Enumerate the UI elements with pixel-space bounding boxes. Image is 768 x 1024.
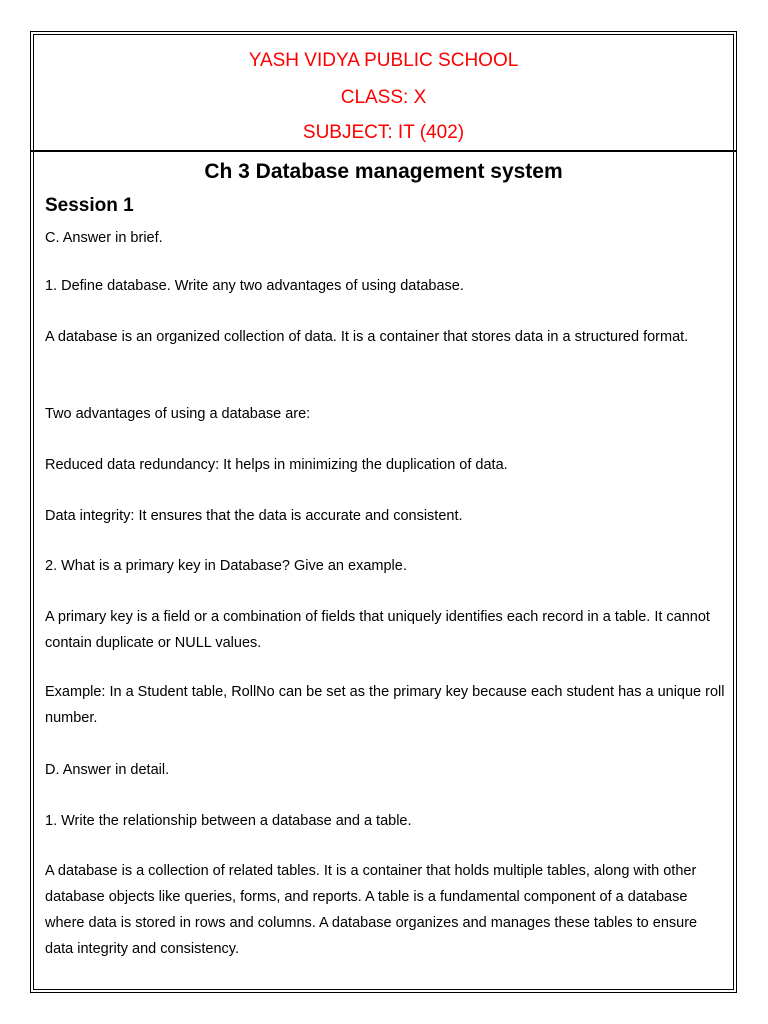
question-2: 2. What is a primary key in Database? Give an example.: [45, 558, 407, 574]
advantage-2: Data integrity: It ensures that the data is accurate and consistent.: [45, 508, 463, 524]
advantage-1: Reduced data redundancy: It helps in minimizing the duplication of data.: [45, 457, 508, 473]
answer-2: A primary key is a field or a combination of fields that uniquely identifies each record in a table. It cannot contain duplicate or NULL values.: [45, 609, 710, 651]
class-label: CLASS: X: [340, 87, 427, 108]
chapter-title: Ch 3 Database management system: [204, 160, 563, 183]
question-1: 1. Define database. Write any two advantages of using database.: [45, 278, 464, 294]
section-c-heading: C. Answer in brief.: [45, 230, 163, 246]
section-d-heading: D. Answer in detail.: [45, 762, 170, 778]
school-name: YASH VIDYA PUBLIC SCHOOL: [248, 50, 519, 71]
subject-label: SUBJECT: IT (402): [302, 122, 465, 143]
answer-d1: A database is a collection of related tables. It is a container that holds multiple tables, along with other database objects like queries, forms, and reports. A table is a fundamental component of a database where data is stored in rows and columns. A database organizes and manages these tables to ensure data integrity and consistency.: [45, 863, 698, 957]
session-heading: Session 1: [45, 195, 134, 216]
example-2: Example: In a Student table, RollNo can be set as the primary key because each student has a unique roll number.: [45, 684, 725, 726]
answer-1: A database is an organized collection of data. It is a container that stores data in a structured format.: [45, 329, 689, 345]
question-d1: 1. Write the relationship between a database and a table.: [45, 813, 412, 829]
header-divider: [30, 150, 737, 152]
advantages-intro: Two advantages of using a database are:: [45, 406, 311, 422]
